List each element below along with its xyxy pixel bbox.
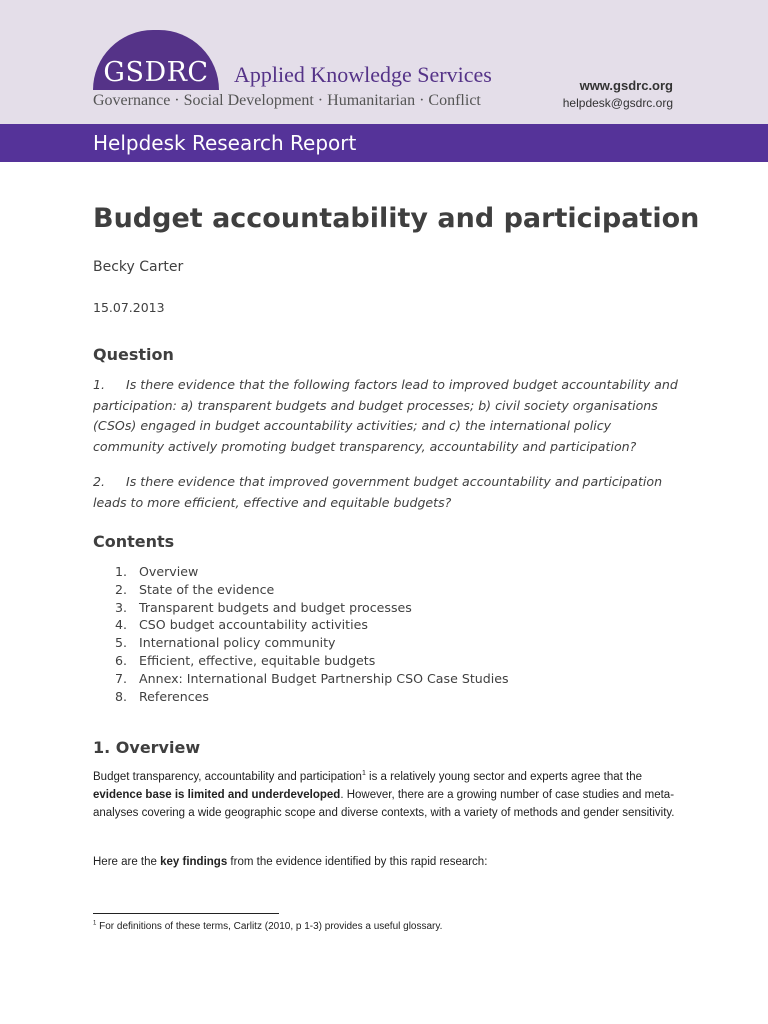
- report-type: Helpdesk Research Report: [93, 131, 357, 155]
- contents-item[interactable]: 7. Annex: International Budget Partnership CSO Case Studies: [115, 670, 509, 686]
- contents-item[interactable]: 1. Overview: [115, 564, 199, 579]
- logo-text: GSDRC: [103, 57, 209, 88]
- footnote: $^1$ For definitions of these terms, Carlitz (2010, p 1-3) provides a useful glossary.: [93, 920, 443, 932]
- contents-item[interactable]: 8. References: [115, 688, 209, 704]
- email-link[interactable]: helpdesk@gsdrc.org: [562, 96, 673, 110]
- question-text: Is there evidence that improved government budget accountability and participation leads to more efficient, effective and equitable budgets?: [93, 474, 663, 510]
- question-item: [93, 375, 683, 457]
- tagline: Governance · Social Development · Humanitarian · Conflict: [93, 92, 481, 109]
- footnote-ref[interactable]: 1: [361, 770, 366, 778]
- gsdrc-logo: [93, 30, 219, 90]
- key-findings-intro: Here are the key findings from the evidence identified by this rapid research:: [93, 856, 488, 868]
- contents-item[interactable]: 3. Transparent budgets and budget processes: [115, 599, 412, 615]
- contents-item[interactable]: 5. International policy community: [115, 635, 336, 651]
- service-name: Applied Knowledge Services: [234, 62, 492, 87]
- question-number: 2.: [93, 474, 106, 489]
- overview-heading: 1. Overview: [93, 738, 201, 757]
- question-item: [93, 472, 683, 513]
- contents-item[interactable]: 2. State of the evidence: [115, 581, 275, 597]
- contents-list: [115, 563, 509, 705]
- question-text: Is there evidence that the following factors lead to improved budget accountability and participation: a) transparent budgets and budget processes; b) civil society organisations (CSOs) engaged in budget accountability activities; and c) the international policy community actively promoting budget transparency, accountability and participation?: [93, 377, 678, 454]
- author: Becky Carter: [93, 259, 184, 275]
- question-heading: Question: [93, 345, 174, 364]
- contents-heading: Contents: [93, 532, 175, 551]
- contents-item[interactable]: 4. CSO budget accountability activities: [115, 617, 368, 633]
- date: 15.07.2013: [93, 300, 165, 315]
- footnote-divider: [93, 913, 279, 914]
- report-type-band: [0, 124, 768, 162]
- header-band: [0, 0, 768, 124]
- website-link[interactable]: www.gsdrc.org: [579, 78, 673, 93]
- contents-item[interactable]: 6. Efficient, effective, equitable budgets: [115, 652, 376, 668]
- document-title: Budget accountability and participation: [93, 203, 700, 234]
- overview-paragraph: Budget transparency, accountability and participation$^1$ is a relatively young sector and experts agree that the evidence base is limited and underdeveloped. However, there are a growing number of case studies and meta-analyses covering a wide geographic scope and diverse contexts, with a variety of methods and gender sensitivity.: [93, 770, 675, 819]
- question-number: 1.: [93, 377, 106, 392]
